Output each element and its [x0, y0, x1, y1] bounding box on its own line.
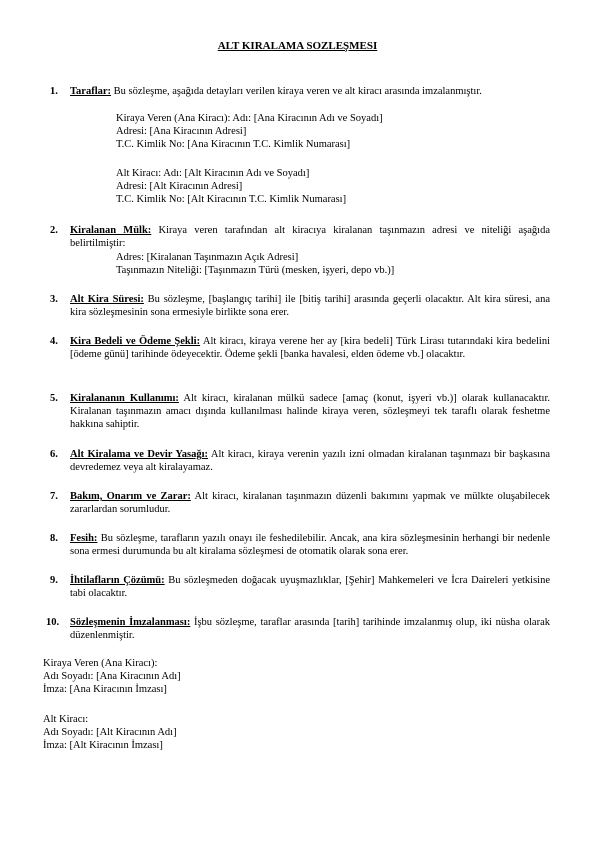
landlord-id-line: T.C. Kimlik No: [Ana Kiracının T.C. Kimlik Numarası] [116, 139, 351, 150]
clause-number: 8. [50, 533, 58, 544]
document-title: ALT KIRALAMA SOZLEŞMESI [217, 40, 378, 52]
clause-text: Bu sözleşme, aşağıda detayları verilen kiraya veren ve alt kiracı arasında imzalanmıştır. [111, 86, 482, 97]
clause-text: Alt kiracı, kiraya verenin yazılı izni olmadan kiralanan taşınmazı bir başkasına devredemez veya alt kiralayamaz. [70, 449, 550, 473]
clause-number: 2. [50, 225, 58, 236]
clause-number: 7. [50, 491, 58, 502]
clause-text: Alt kiracı, kiralanan mülkü sadece [amaç (konut, işyeri vb.)] olarak kullanacaktır. Kiralanan taşınmazın amacı dışında kullanılması halinde kiraya veren, sözleşmeyi tek taraflı olarak feshetme hakkına sahiptir. [70, 393, 550, 430]
subtenant-address-line: Adresi: [Alt Kiracının Adresi] [116, 181, 243, 192]
signature-name: Adı Soyadı: [Ana Kiracının Adı] [43, 671, 181, 682]
clause-heading: Fesih: [70, 533, 98, 544]
clause-heading: Kira Bedeli ve Ödeme Şekli: [70, 336, 201, 347]
clause-heading: Bakım, Onarım ve Zarar: [70, 491, 191, 502]
landlord-info [116, 112, 383, 151]
clause-text: İşbu sözleşme, taraflar arasında [tarih] tarihinde imzalanmış olup, iki nüsha olarak düzenlenmiştir. [70, 617, 550, 641]
clause-number: 6. [50, 449, 58, 460]
clause-heading: Alt Kiralama ve Devir Yasağı: [70, 449, 209, 460]
clause-heading: Kiralanan Mülk: [70, 225, 152, 236]
property-address-line: Adres: [Kiralanan Taşınmazın Açık Adresi] [116, 252, 299, 263]
subtenant-id-line: T.C. Kimlik No: [Alt Kiracının T.C. Kimlik Numarası] [116, 194, 347, 205]
subtenant-signature-block [43, 713, 177, 752]
clause-text: Alt kiracı, kiralanan taşınmazın düzenli bakımını yapmak ve mülkte oluşabilecek zararlardan sorumludur. [70, 491, 550, 515]
property-info [116, 251, 394, 277]
clause-text: Alt kiracı, kiraya verene her ay [kira bedeli] Türk Lirası tutarındaki kira bedelini [ödeme günü] tarihinde ödeyecektir. Ödeme şekli [banka havalesi, elden ödeme vb.] olacaktır. [70, 336, 550, 360]
clause-number: 10. [46, 617, 60, 628]
clause-text: Kiraya veren tarafından alt kiracıya kiralanan taşınmazın adresi ve niteliği aşağıda belirtilmiştir: [70, 225, 550, 249]
clause-heading: İhtilafların Çözümü: [70, 575, 165, 586]
clause-heading: Kiralananın Kullanımı: [70, 393, 179, 404]
clause-text: Bu sözleşmeden doğacak uyuşmazlıklar, [Şehir] Mahkemeleri ve İcra Daireleri yetkisine tabi olacaktır. [70, 575, 550, 599]
clause-heading: Alt Kira Süresi: [70, 294, 144, 305]
subtenant-info [116, 167, 346, 206]
subtenant-name-line: Alt Kiracı: Adı: [Alt Kiracının Adı ve Soyadı] [116, 168, 310, 179]
landlord-signature-block [43, 657, 181, 696]
signature-role: Alt Kiracı: [43, 714, 89, 725]
signature-line: İmza: [Alt Kiracının İmzası] [43, 740, 163, 751]
clause-text: Bu sözleşme, tarafların yazılı onayı ile feshedilebilir. Ancak, ana kira sözleşmesinin herhangi bir nedenle sona ermesi durumunda bu alt kiralama sözleşmesi de otomatik olarak sona erer. [70, 533, 550, 557]
landlord-address-line: Adresi: [Ana Kiracının Adresi] [116, 126, 247, 137]
clause-text: Bu sözleşme, [başlangıç tarihi] ile [bitiş tarihi] arasında geçerli olacaktır. Alt kira süresi, ana kira sözleşmesinin sona ermesiyle birlikte sona erer. [70, 294, 551, 318]
clause-number: 5. [50, 393, 58, 404]
landlord-name-line: Kiraya Veren (Ana Kiracı): Adı: [Ana Kiracının Adı ve Soyadı] [116, 113, 383, 124]
clause-number: 4. [50, 336, 58, 347]
clause-number: 9. [50, 575, 58, 586]
clause-number: 1. [50, 86, 58, 97]
signature-role: Kiraya Veren (Ana Kiracı): [43, 658, 158, 669]
property-type-line: Taşınmazın Niteliği: [Taşınmazın Türü (mesken, işyeri, depo vb.)] [116, 265, 395, 276]
signature-name: Adı Soyadı: [Alt Kiracının Adı] [43, 727, 177, 738]
clause-heading: Sözleşmenin İmzalanması: [70, 617, 191, 628]
clause-heading: Taraflar: [70, 86, 112, 97]
signature-line: İmza: [Ana Kiracının İmzası] [43, 684, 167, 695]
clause-number: 3. [50, 294, 58, 305]
